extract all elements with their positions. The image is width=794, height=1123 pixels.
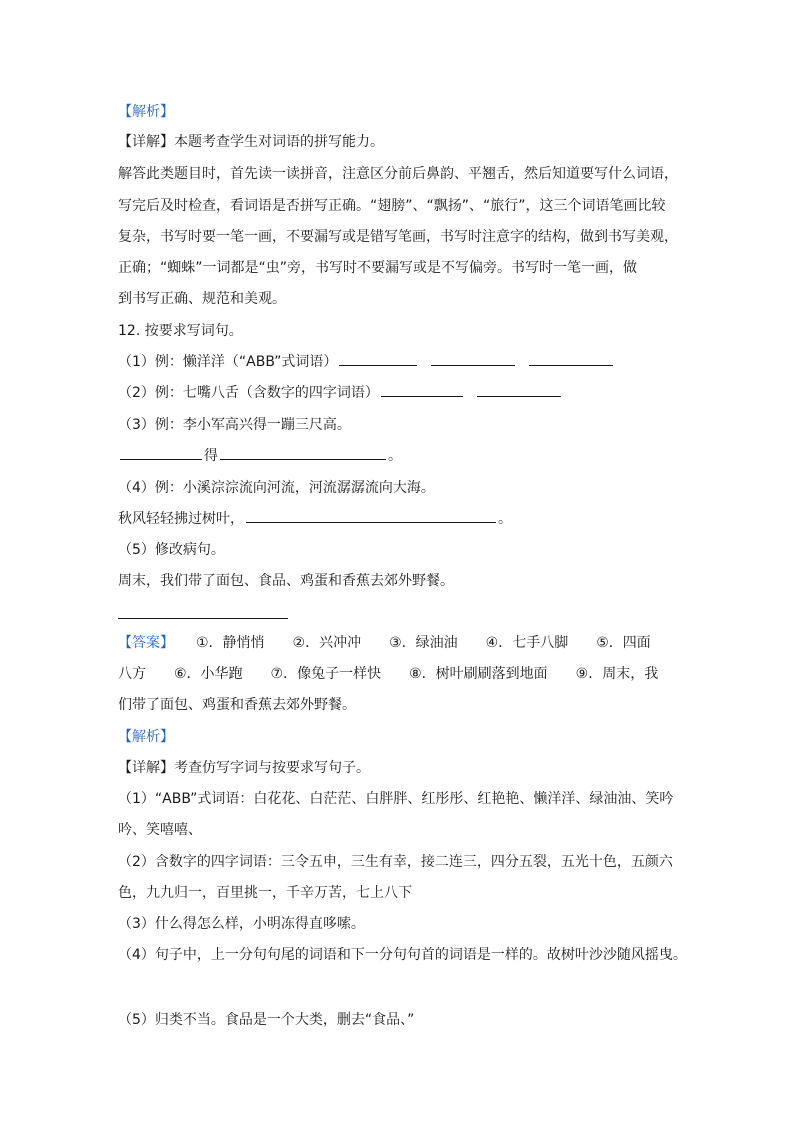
xiangjie-tag: 【详解】 [118,760,174,776]
xiangjie-tag: 【详解】 [118,134,174,150]
q12-sub-4-answer: 秋风轻轻拂过树叶， 。 [118,508,512,530]
answer-line [118,618,288,619]
answer-blank [120,445,202,460]
q12-sub-3: （3）例：李小军高兴得一蹦三尺高。 [118,417,351,433]
q12-sub-4: （4）例：小溪淙淙流向河流，河流潺潺流向大海。 [118,480,435,496]
detail-line-2: 解答此类题目时，首先读一读拼音，注意区分前后鼻韵、平翘舌，然后知道要写什么词语， [118,166,678,182]
q12-sub-5-sentence: 周末，我们带了面包、食品、鸡蛋和香蕉去郊外野餐。 [118,573,454,589]
answer-line-2: 八方 ⑥．小华跑 ⑦．像兔子一样快 ⑧．树叶刷刷落到地面 ⑨．周末，我 [118,666,659,682]
q12-sub-5: （5）修改病句。 [118,542,225,558]
q12-sub-2-text: （2）例：七嘴八舌（含数字的四字词语） [118,385,379,401]
detail2-line-2: （1）“ABB”式词语：白花花、白茫茫、白胖胖、红彤彤、红艳艳、懒洋洋、绿油油、笑吟 [118,791,674,807]
jiexi-heading-2: 【解析】 [118,729,174,745]
detail2-line-5: 色，九九归一，百里挑一，千辛万苦，七上八下 [118,885,412,901]
detail-line-4: 复杂，书写时要一笔一画，不要漏写或是错写笔画，书写时注意字的结构，做到书写美观， [118,229,678,245]
answer-blank [431,351,515,366]
q12-sub-3-answer: 得 。 [118,445,402,467]
q12-sub-1-text: （1）例：懒洋洋（“ABB”式词语） [118,354,338,370]
detail-line-6: 到书写正确、规范和美观。 [118,291,286,307]
answer-blank [529,351,613,366]
jiexi-heading: 【解析】 [118,104,174,120]
detail2-line-3: 吟、笑嘻嘻、 [118,822,202,838]
answer-tag: 【答案】 [118,635,174,651]
detail2-line-6: （3）什么得怎么样，小明冻得直哆嗦。 [118,916,365,932]
detail-line-3: 写完后及时检查，看词语是否拼写正确。“翅膀”、“飘扬”、“旅行”，这三个词语笔画比较 [118,198,666,214]
detail2-line-8: （5）归类不当。食品是一个大类，删去“食品、” [118,1012,415,1028]
q12-sub-1 [118,351,615,373]
answer-blank [477,382,561,397]
detail2-line-1: 【详解】考查仿写字词与按要求写句子。 [118,760,370,776]
answer-line-1: 【答案】 ①．静悄悄 ②．兴冲冲 ③．绿油油 ④．七手八脚 ⑤．四面 [118,635,651,651]
detail-line-5: 正确；“蜘蛛”一词都是“虫”旁，书写时不要漏写或是不写偏旁。书写时一笔一画，做 [118,260,638,276]
answer-blank [246,508,496,523]
question-12-title: 12. 按要求写词句。 [118,323,243,339]
answer-blank [220,445,386,460]
detail-line-1 [118,131,384,153]
q12-sub-2 [118,382,563,404]
answer-blank [381,382,463,397]
answer-line-3: 们带了面包、鸡蛋和香蕉去郊外野餐。 [118,697,356,713]
detail-text: 本题考查学生对词语的拼写能力。 [174,134,384,150]
detail2-line-7: （4）句子中，上一分句句尾的词语和下一分句句首的词语是一样的。故树叶沙沙随风摇曳。 [118,947,687,963]
answer-blank [339,351,417,366]
detail2-line-4: （2）含数字的四字词语：三令五申，三生有幸，接二连三，四分五裂，五光十色，五颜六 [118,854,673,870]
